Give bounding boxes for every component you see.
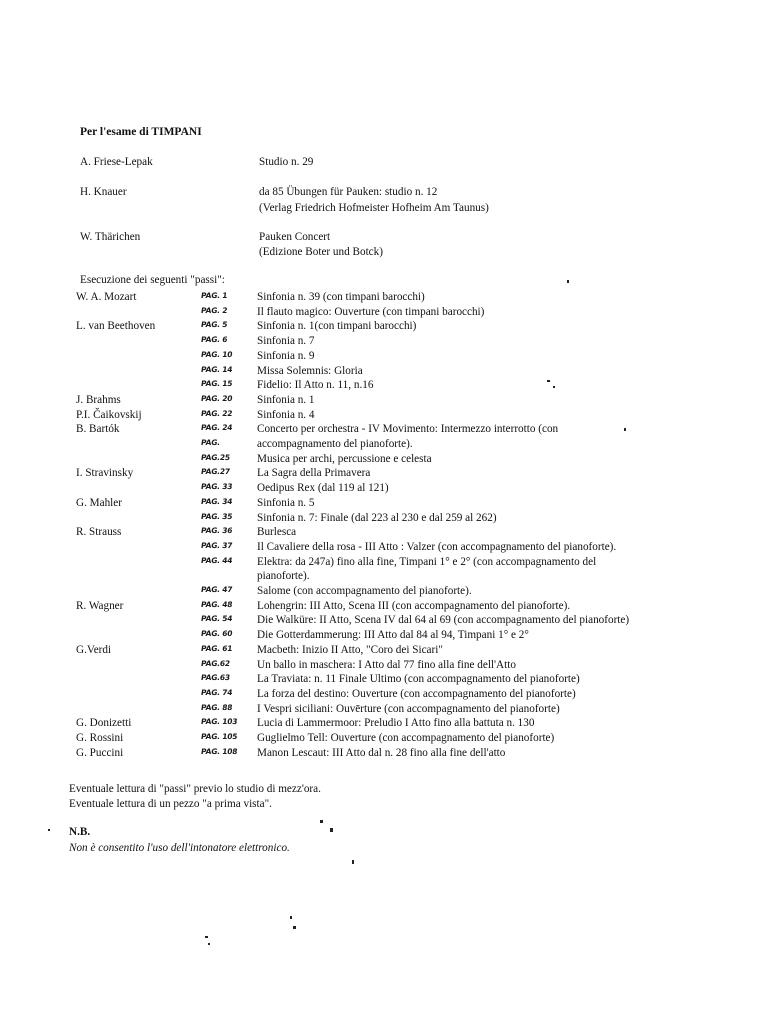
row-composer: G. Puccini — [76, 746, 124, 759]
handwritten-page-ref: PAG.62 — [200, 658, 231, 668]
handwritten-page-ref: PAG. 14 — [200, 364, 233, 374]
study-work-publisher: (Edizione Boter und Botck) — [259, 246, 383, 258]
row-work: Burlesca — [257, 526, 297, 539]
scan-speck — [553, 386, 555, 388]
row-composer: I. Stravinsky — [76, 467, 134, 480]
footer-line-2: Eventuale lettura di un pezzo "a prima vista". — [69, 798, 272, 810]
row-composer: R. Wagner — [76, 599, 124, 612]
scan-speck — [330, 828, 333, 832]
nb-label: N.B. — [69, 826, 91, 838]
row-composer: R. Strauss — [76, 526, 122, 539]
handwritten-page-ref: PAG. 48 — [200, 599, 233, 609]
row-work: Sinfonia n. 5 — [257, 496, 315, 509]
scan-speck — [624, 428, 626, 431]
row-work: Oedipus Rex (dal 119 al 121) — [257, 482, 389, 495]
row-work: Missa Solemnis: Gloria — [257, 364, 363, 377]
handwritten-page-ref: PAG. — [200, 438, 221, 447]
footer-line-1: Eventuale lettura di "passi" previo lo studio di mezz'ora. — [69, 783, 321, 795]
row-work: Il Cavaliere della rosa - III Atto : Valzer (con accompagnamento del pianoforte). — [257, 540, 617, 553]
row-work: Un ballo in maschera: I Atto dal 77 fino alla fine dell'Atto — [257, 658, 516, 671]
row-work: Manon Lescaut: III Atto dal n. 28 fino alla fine dell'atto — [257, 746, 506, 759]
row-work: Sinfonia n. 1(con timpani barocchi) — [257, 320, 417, 333]
scan-speck — [352, 860, 354, 864]
handwritten-page-ref: PAG. 36 — [200, 526, 233, 536]
handwritten-page-ref: PAG. 60 — [200, 629, 233, 639]
row-composer: G. Donizetti — [76, 717, 132, 730]
row-work: accompagnamento del pianoforte). — [257, 438, 413, 450]
handwritten-page-ref: PAG. 33 — [200, 482, 233, 492]
handwritten-page-ref: PAG. 5 — [200, 320, 228, 330]
row-work: pianoforte). — [257, 570, 310, 583]
handwritten-page-ref: PAG. 22 — [200, 408, 233, 418]
row-work: Musica per archi, percussione e celesta — [257, 452, 432, 465]
row-work: Concerto per orchestra - IV Movimento: Intermezzo interrotto (con — [257, 423, 559, 436]
handwritten-page-ref: PAG. 47 — [200, 585, 233, 594]
row-work: Il flauto magico: Ouverture (con timpani barocchi) — [257, 305, 485, 318]
row-composer: G. Mahler — [76, 496, 122, 509]
handwritten-page-ref: PAG. 6 — [200, 335, 228, 345]
handwritten-page-ref: PAG. 10 — [200, 349, 233, 359]
row-work: Macbeth: Inizio II Atto, "Coro dei Sicari" — [257, 643, 443, 656]
row-work: Sinfonia n. 1 — [257, 393, 315, 406]
row-work: La Sagra della Primavera — [257, 467, 371, 480]
row-work: La Traviata: n. 11 Finale Ultimo (con accompagnamento del pianoforte) — [257, 673, 580, 686]
handwritten-page-ref: PAG. 105 — [200, 732, 238, 741]
scan-speck — [320, 820, 323, 823]
handwritten-page-ref: PAG. 61 — [200, 643, 233, 653]
study-work: da 85 Übungen für Pauken: studio n. 12 — [259, 186, 438, 198]
handwritten-page-ref: PAG. 35 — [200, 511, 233, 521]
study-composer: A. Friese-Lepak — [80, 156, 153, 168]
row-work: Fidelio: Il Atto n. 11, n.16 — [257, 379, 374, 392]
row-composer: B. Bartók — [76, 423, 120, 436]
handwritten-page-ref: PAG. 1 — [200, 291, 228, 300]
row-work: Sinfonia n. 9 — [257, 349, 315, 362]
handwritten-page-ref: PAG.27 — [200, 467, 231, 477]
handwritten-page-ref: PAG.63 — [200, 673, 231, 683]
passi-heading: Esecuzione dei seguenti "passi": — [80, 274, 225, 286]
handwritten-page-ref: PAG. 37 — [200, 540, 233, 550]
row-composer: G. Rossini — [76, 732, 124, 744]
row-composer: L. van Beethoven — [76, 320, 156, 333]
scan-speck — [290, 916, 292, 919]
handwritten-page-ref: PAG.25 — [200, 452, 231, 462]
handwritten-page-ref: PAG. 2 — [200, 305, 228, 315]
handwritten-page-ref: PAG. 24 — [200, 423, 233, 433]
row-work: Sinfonia n. 7: Finale (dal 223 al 230 e dal 259 al 262) — [257, 511, 497, 524]
handwritten-page-ref: PAG. 34 — [200, 496, 233, 506]
row-work: Die Walküre: II Atto, Scena IV dal 64 al 69 (con accompagnamento del pianoforte) — [257, 614, 630, 627]
row-composer: P.I. Čaikovskij — [76, 408, 142, 421]
row-work: Guglielmo Tell: Ouverture (con accompagnamento del pianoforte) — [257, 732, 555, 744]
handwritten-page-ref: PAG. 88 — [200, 702, 233, 712]
scan-speck — [547, 380, 550, 382]
handwritten-page-ref: PAG. 74 — [200, 687, 233, 697]
scan-speck — [48, 829, 50, 831]
scan-speck — [208, 943, 210, 945]
handwritten-page-ref: PAG. 20 — [200, 393, 233, 403]
row-work: Lucia di Lammermoor: Preludio I Atto fino alla battuta n. 130 — [257, 717, 535, 730]
document-title: Per l'esame di TIMPANI — [80, 126, 202, 138]
row-work: Lohengrin: III Atto, Scena III (con accompagnamento del pianoforte). — [257, 599, 571, 612]
row-work: Die Gotterdammerung: III Atto dal 84 al 94, Timpani 1° e 2° — [257, 629, 529, 642]
row-work: Sinfonia n. 7 — [257, 335, 315, 348]
scan-speck — [293, 926, 296, 929]
study-work: Pauken Concert — [259, 231, 331, 243]
scan-speck — [567, 280, 569, 283]
row-composer: J. Brahms — [76, 393, 121, 406]
row-work: Sinfonia n. 39 (con timpani barocchi) — [257, 291, 425, 303]
handwritten-page-ref: PAG. 108 — [200, 746, 238, 756]
study-work-publisher: (Verlag Friedrich Hofmeister Hofheim Am Taunus) — [259, 202, 489, 214]
handwritten-page-ref: PAG. 44 — [200, 555, 233, 565]
handwritten-page-ref: PAG. 103 — [200, 717, 238, 727]
handwritten-page-ref: PAG. 54 — [200, 614, 233, 624]
handwritten-page-ref: PAG. 15 — [200, 379, 233, 389]
row-work: I Vespri siciliani: Ouvērture (con accompagnamento del pianoforte) — [257, 702, 560, 715]
study-work: Studio n. 29 — [259, 156, 314, 168]
study-composer: W. Thärichen — [80, 231, 141, 243]
nb-note: Non è consentito l'uso dell'intonatore elettronico. — [69, 842, 290, 854]
row-composer: W. A. Mozart — [76, 291, 137, 303]
study-composer: H. Knauer — [80, 186, 127, 198]
scan-speck — [205, 936, 208, 938]
row-composer: G.Verdi — [76, 643, 112, 656]
row-work: Elektra: da 247a) fino alla fine, Timpani 1° e 2° (con accompagnamento del — [257, 555, 597, 568]
row-work: La forza del destino: Ouverture (con accompagnamento del pianoforte) — [257, 687, 576, 700]
row-work: Salome (con accompagnamento del pianoforte). — [257, 585, 472, 597]
row-work: Sinfonia n. 4 — [257, 408, 315, 421]
